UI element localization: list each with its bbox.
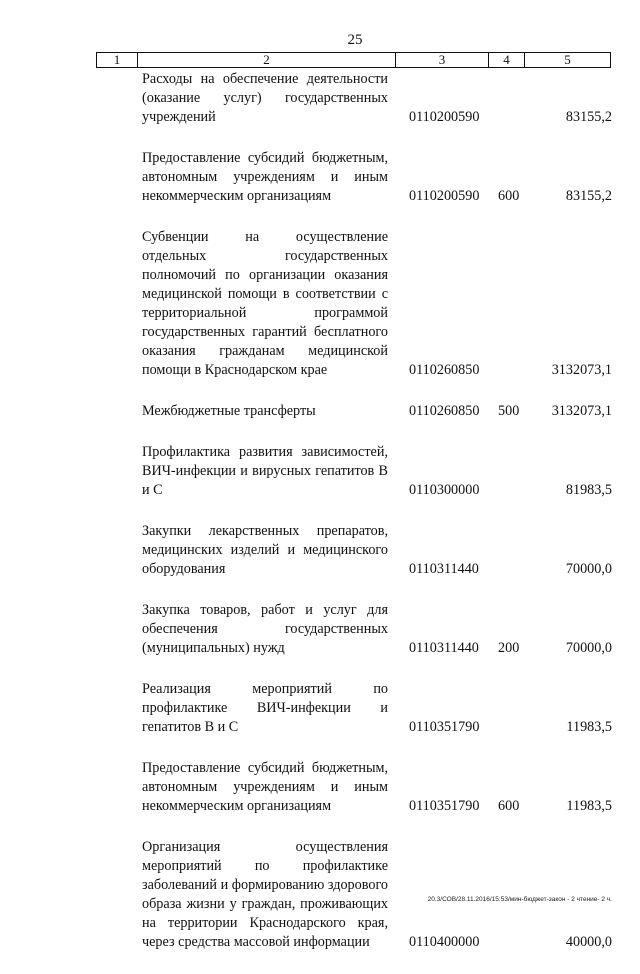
row-code: 0110300000 [409, 482, 480, 498]
row-amount: 83155,2 [565, 109, 612, 125]
table-row [142, 228, 617, 380]
row-amount: 3132073,1 [551, 403, 612, 419]
header-col-5: 5 [564, 52, 571, 67]
header-col-1: 1 [97, 53, 138, 67]
row-amount: 11983,5 [566, 719, 612, 735]
row-description: Расходы на обеспечение деятельности (оказание услуг) государственных учреждений [142, 71, 388, 125]
footer-note: 20.3/СОВ/28.11.2016/15:53/мин-бюджет-закон - 2 чтение- 2 ч. [427, 896, 612, 903]
row-code: 0110311440 [409, 640, 479, 656]
row-description: Закупка товаров, работ и услуг для обеспечения государственных (муниципальных) нужд [142, 602, 388, 656]
row-description: Профилактика развития зависимостей, ВИЧ-инфекции и вирусных гепатитов В и С [142, 444, 388, 498]
row-expense-type: 500 [498, 403, 520, 419]
table-row [142, 149, 617, 206]
table-header-row [96, 52, 611, 68]
row-description: Предоставление субсидий бюджетным, автономным учреждениям и иным некоммерческим организациям [142, 150, 388, 204]
row-code: 0110200590 [409, 109, 480, 125]
row-expense-type: 600 [498, 188, 520, 204]
row-code: 0110260850 [409, 403, 480, 419]
table-row [142, 601, 617, 658]
row-code: 0110260850 [409, 362, 480, 378]
table-row [142, 70, 617, 127]
row-code: 0110400000 [409, 934, 480, 950]
row-description: Межбюджетные трансферты [142, 403, 316, 419]
table-row [142, 759, 617, 816]
header-col-2: 2 [138, 53, 396, 67]
row-expense-type: 200 [498, 640, 520, 656]
table-body [142, 70, 617, 974]
row-amount: 40000,0 [565, 934, 612, 950]
page-number: 25 [347, 32, 363, 48]
row-description: Организация осуществления мероприятий по профилактике заболеваний и формированию здорового образа жизни у граждан, проживающих на территории Краснодарского края, через средства массовой информации [142, 839, 388, 950]
table-row [142, 522, 617, 579]
row-code: 0110351790 [409, 719, 480, 735]
row-amount: 81983,5 [565, 482, 612, 498]
row-expense-type: 600 [498, 798, 520, 814]
header-col-3: 3 [396, 53, 489, 67]
row-code: 0110200590 [409, 188, 480, 204]
table-row [142, 838, 617, 952]
row-description: Предоставление субсидий бюджетным, автономным учреждениям и иным некоммерческим организациям [142, 760, 388, 814]
table-row [142, 402, 617, 421]
row-code: 0110351790 [409, 798, 480, 814]
table-row [142, 443, 617, 500]
row-description: Субвенции на осуществление отдельных государственных полномочий по организации оказания медицинской помощи в соответствии с территориальной программой государственных гарантий бесплатного оказания гражданам медицинской помощи в Краснодарском крае [142, 229, 388, 378]
header-col-4: 4 [489, 53, 525, 67]
row-amount: 70000,0 [565, 640, 612, 656]
row-description: Реализация мероприятий по профилактике ВИЧ-инфекции и гепатитов В и С [142, 681, 388, 735]
table-row [142, 680, 617, 737]
row-amount: 11983,5 [566, 798, 612, 814]
row-amount: 3132073,1 [551, 362, 612, 378]
row-amount: 70000,0 [565, 561, 612, 577]
row-description: Закупки лекарственных препаратов, медицинских изделий и медицинского оборудования [142, 523, 388, 577]
row-code: 0110311440 [409, 561, 479, 577]
row-amount: 83155,2 [565, 188, 612, 204]
